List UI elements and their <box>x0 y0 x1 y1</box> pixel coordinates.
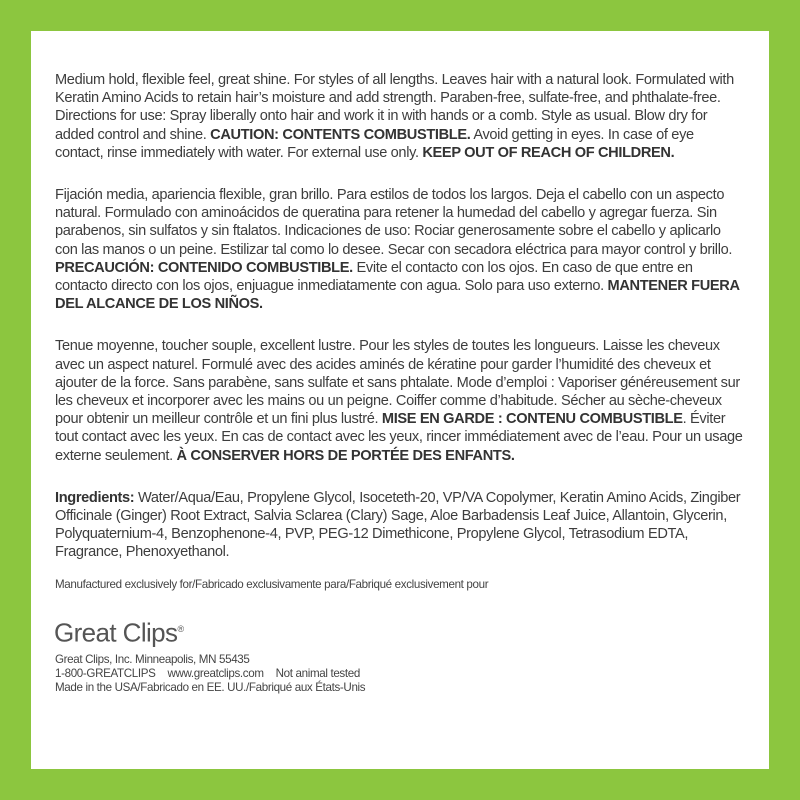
english-caution: CAUTION: CONTENTS COMBUSTIBLE. <box>210 126 471 143</box>
great-clips-logo <box>54 614 745 648</box>
contact-line <box>55 667 745 681</box>
english-body: Medium hold, flexible feel, great shine. For styles of all lengths. Leaves hair with a natural look. Formulated with Keratin Amino Acids to retain hair’s moisture and add strength. Paraben-free, sulfate-free, and phthalate-free. Directions for use: Spray liberally onto hair and work it in with hands or a comb. Style as usual. Blow dry for added control and shine. <box>55 72 734 143</box>
logo-text: Great Clips <box>54 617 178 648</box>
spanish-paragraph <box>55 186 745 313</box>
ingredients-label: Ingredients: <box>55 489 135 506</box>
website: www.greatclips.com <box>167 666 264 680</box>
made-in: Made in the USA/Fabricado en EE. UU./Fabriqué aux États-Unis <box>55 680 366 694</box>
english-paragraph <box>55 71 745 162</box>
french-warning: À CONSERVER HORS DE PORTÉE DES ENFANTS. <box>176 447 515 464</box>
label-panel <box>31 31 769 769</box>
ingredients-list: Water/Aqua/Eau, Propylene Glycol, Isoceteth-20, VP/VA Copolymer, Keratin Amino Acids, Zingiber Officinale (Ginger) Root Extract, Salvia Sclarea (Clary) Sage, Aloe Barbadensis Leaf Juice, Allantoin, Glycerin, Polyquaternium-4, Benzophenone-4, PVP, PEG-12 Dimethicone, Propylene Glycol, Tetrasodium EDTA, Fragrance, Phenoxyethanol. <box>55 489 741 561</box>
spanish-caution: PRECAUCIÓN: CONTENIDO COMBUSTIBLE. <box>55 259 353 276</box>
label-content <box>55 71 745 694</box>
french-paragraph <box>55 337 745 464</box>
french-body-2: . Éviter tout contact avec les yeux. En cas de contact avec les yeux, rincer immédiatement avec de l’eau. Pour un usage externe seulement. <box>55 411 743 464</box>
spanish-warning: MANTENER FUERA DEL ALCANCE DE LOS NIÑOS. <box>55 278 740 313</box>
manufactured-for: Manufactured exclusively for/Fabricado exclusivamente para/Fabriqué exclusivement pour <box>55 577 489 591</box>
company-info <box>55 653 745 694</box>
english-warning: KEEP OUT OF REACH OF CHILDREN. <box>422 144 675 161</box>
spanish-body-2: Evite el contacto con los ojos. En caso de que entre en contacto directo con los ojos, enjuague inmediatamente con agua. Solo para uso externo. <box>55 259 693 295</box>
english-body-2: Avoid getting in eyes. In case of eye contact, rinse immediately with water. For external use only. <box>55 126 694 161</box>
french-body: Tenue moyenne, toucher souple, excellent lustre. Pour les styles de toutes les longueurs. Laisse les cheveux avec un aspect naturel. Formulé avec des acides aminés de kératine pour garder l’humidité des cheveux et ajouter de la force. Sans parabène, sans sulfate et sans phtalate. Mode d’emploi : Vaporiser généreusement sur les cheveux et incorporer avec les mains ou un peigne. Coiffer comme d’habitude. Sécher au sèche-cheveux pour obtenir un meilleur contrôle et un fini plus lustré. <box>55 338 740 428</box>
ingredients-paragraph <box>55 489 745 562</box>
animal-testing-note: Not animal tested <box>275 666 360 680</box>
registered-mark: ® <box>177 623 185 634</box>
spanish-body: Fijación media, apariencia flexible, gran brillo. Para estilos de todos los largos. Deja el cabello con un aspecto natural. Formulado con aminoácidos de queratina para retener la humedad del cabello y agregar fuerza. Sin parabenos, sin sulfatos y sin ftalatos. Indicaciones de uso: Rociar generosamente sobre el cabello y aplicarlo con las manos o un peine. Estilizar tal como lo desee. Secar con secadora eléctrica para mayor control y brillo. <box>55 187 733 258</box>
french-caution: MISE EN GARDE : CONTENU COMBUSTIBLE <box>381 411 683 428</box>
phone-number: 1-800-GREATCLIPS <box>55 666 156 680</box>
company-address: Great Clips, Inc. Minneapolis, MN 55435 <box>55 653 250 667</box>
